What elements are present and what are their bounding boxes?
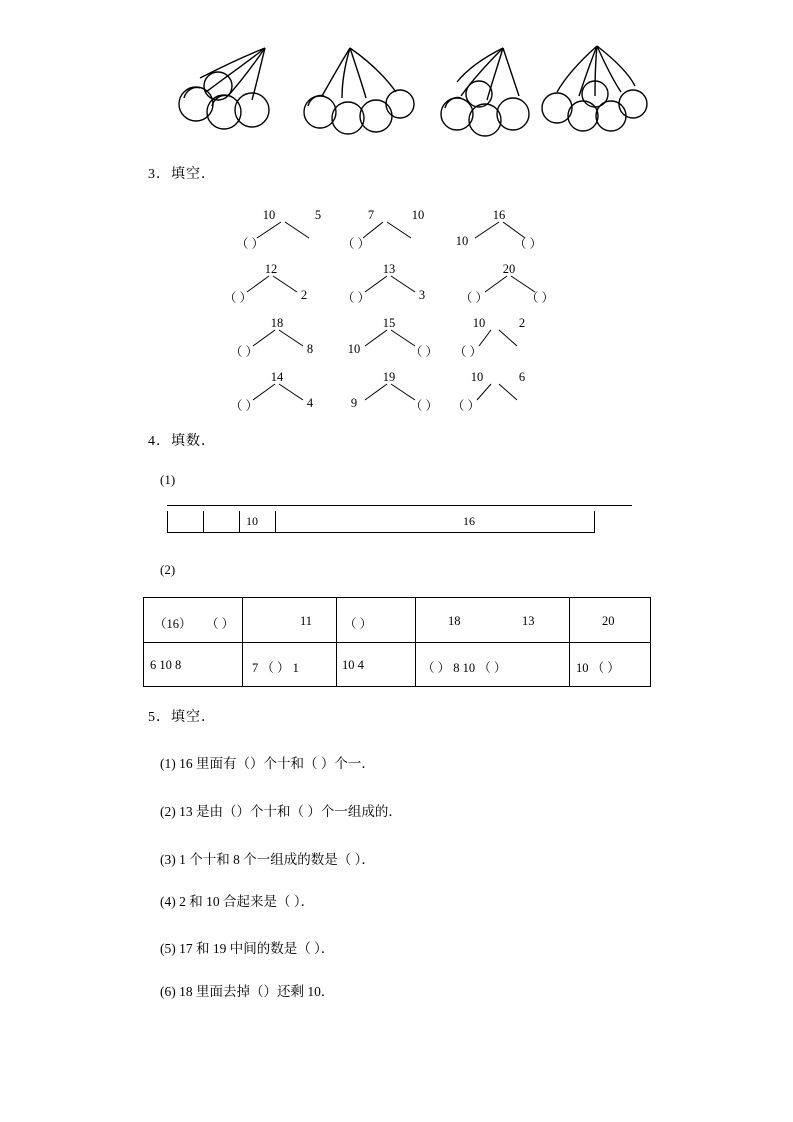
table-vertical-divider (415, 598, 416, 686)
number-line-tick (167, 511, 168, 533)
cherry-bunch-4 (535, 38, 655, 153)
number-bond-10 (231, 370, 323, 416)
number-bond-area (223, 200, 585, 413)
number-line-tick (203, 511, 204, 533)
bond-4-left[interactable]: （ ） (223, 291, 253, 305)
table-vertical-divider (242, 598, 243, 686)
bond-1-left[interactable]: （ ） (235, 237, 265, 251)
number-bond-9 (455, 316, 547, 362)
number-line-label-16: 16 (463, 514, 475, 528)
table-cell[interactable]: （ ） 8 10 （ ） (422, 661, 507, 675)
number-bond-8 (343, 316, 439, 362)
question-4-title: 4．填数． (148, 434, 216, 449)
bond-5-right: 3 (418, 288, 426, 302)
question-5-item-4[interactable]: (4) 2 和 10 合起来是（ ）． (160, 894, 315, 909)
table-horizontal-divider (144, 642, 650, 643)
bond-2-right: 10 (411, 208, 425, 222)
bond-7-top: 18 (270, 316, 284, 330)
number-line-tick (275, 511, 276, 533)
bond-10-top: 14 (270, 370, 284, 384)
number-line-tick (239, 511, 240, 533)
question-5-title: 5．填空． (148, 710, 216, 725)
bond-8-right[interactable]: （ ） (409, 345, 439, 359)
question-5-item-3[interactable]: (3) 1 个十和 8 个一组成的数是（ ）． (160, 852, 375, 867)
cherry-bunch-3-drawing (435, 38, 545, 148)
cherry-bunch-4-drawing (535, 38, 655, 148)
cherry-bunch-2-drawing (300, 38, 415, 148)
bond-2-left[interactable]: （ ） (341, 237, 371, 251)
number-line-bottom-rule (167, 532, 594, 533)
bond-6-top: 20 (502, 262, 516, 276)
bond-10-left[interactable]: （ ） (229, 399, 259, 413)
bond-6-right[interactable]: （ ） (525, 291, 555, 305)
number-bond-11 (343, 370, 439, 416)
number-line-top-rule (167, 505, 632, 506)
table-cell[interactable]: （ ） (344, 617, 373, 631)
cherries-illustration (160, 38, 640, 148)
bond-8-left: 10 (347, 342, 361, 356)
number-line-tick (594, 511, 595, 533)
bond-6-left[interactable]: （ ） (459, 291, 489, 305)
question-3-title: 3．填空． (148, 167, 216, 182)
number-bond-7 (231, 316, 323, 362)
bond-12-right: 6 (518, 370, 526, 384)
table-cell[interactable]: 18 (448, 614, 461, 628)
cherry-bunch-1 (170, 38, 280, 153)
bond-2-top: 7 (367, 208, 375, 222)
number-bond-2 (341, 208, 437, 254)
question-5-item-6[interactable]: (6) 18 里面去掉（）还剩 10． (160, 984, 335, 999)
bond-1-right: 5 (314, 208, 322, 222)
table-cell[interactable]: 6 10 8 (150, 658, 182, 672)
bond-1-top: 10 (262, 208, 276, 222)
bond-3-left: 10 (455, 234, 469, 248)
bond-10-right: 4 (306, 396, 314, 410)
cherry-bunch-3 (435, 38, 545, 153)
table-cell[interactable]: （ ） (206, 617, 235, 631)
bond-7-left[interactable]: （ ） (229, 345, 259, 359)
bond-5-top: 13 (382, 262, 396, 276)
number-bond-3 (455, 208, 547, 254)
number-bond-5 (343, 262, 435, 308)
bond-9-top: 10 (472, 316, 486, 330)
number-line-label-10: 10 (246, 514, 258, 528)
bond-11-top: 19 (382, 370, 396, 384)
bond-12-left[interactable]: （ ） (451, 399, 481, 413)
bond-11-left: 9 (350, 396, 358, 410)
bond-11-right[interactable]: （ ） (409, 399, 439, 413)
number-bond-4 (225, 262, 317, 308)
question-5-item-5[interactable]: (5) 17 和 19 中间的数是（ ）． (160, 941, 335, 956)
table-vertical-divider (569, 598, 570, 686)
question-4-sub-2: (2) (160, 562, 176, 577)
bond-5-left[interactable]: （ ） (341, 291, 371, 305)
table-cell[interactable]: （16） (154, 617, 192, 631)
number-bond-12 (451, 370, 547, 416)
number-bond-6 (459, 262, 555, 308)
fill-number-table (143, 597, 651, 687)
question-4-sub-1: (1) (160, 472, 176, 487)
number-line-strip (167, 505, 632, 533)
table-cell[interactable]: 10 4 (342, 658, 364, 672)
question-5-item-1[interactable]: (1) 16 里面有（）个十和（ ）个一． (160, 756, 375, 771)
table-cell[interactable]: 20 (602, 614, 615, 628)
bond-9-left[interactable]: （ ） (453, 345, 483, 359)
bond-4-top: 12 (264, 262, 278, 276)
bond-8-top: 15 (382, 316, 396, 330)
cherry-bunch-2 (300, 38, 415, 153)
question-5-item-2[interactable]: (2) 13 是由（）个十和（ ）个一组成的． (160, 804, 402, 819)
table-vertical-divider (336, 598, 337, 686)
bond-12-top: 10 (470, 370, 484, 384)
bond-4-right: 2 (300, 288, 308, 302)
bond-7-right: 8 (306, 342, 314, 356)
bond-9-right: 2 (518, 316, 526, 330)
bond-3-top: 16 (492, 208, 506, 222)
table-cell[interactable]: 11 (300, 614, 313, 628)
cherry-bunch-1-drawing (170, 38, 280, 148)
table-cell[interactable]: 10 （ ） (576, 661, 620, 675)
table-cell[interactable]: 7 （ ） 1 (252, 661, 299, 675)
bond-3-right[interactable]: （ ） (513, 237, 543, 251)
number-bond-1 (235, 208, 327, 254)
table-cell[interactable]: 13 (522, 614, 535, 628)
